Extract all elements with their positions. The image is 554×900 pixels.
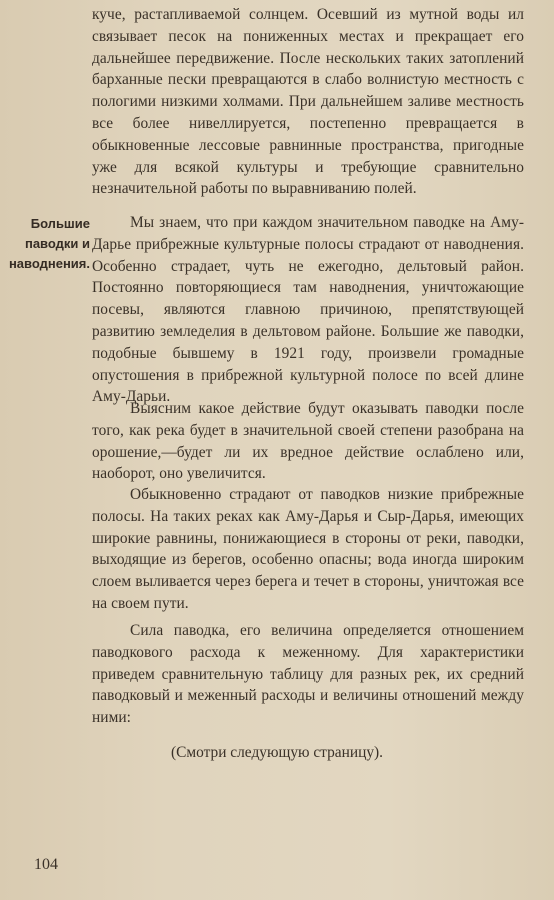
paragraph-5: [92, 620, 524, 729]
paragraph-text: Обыкновенно страдают от паводков низкие прибрежные полосы. На таких реках как Аму-Дарья и Сыр-Дарья, имеющих широкие равнины, понижающиеся в стороны от реки, паводки, выходящие из берегов, особенно опасны; вода иногда широким слоем выливается через берега и течет в стороны, уничтожая все на своем пути.: [92, 486, 524, 612]
see-next-page-note: (Смотри следующую страницу).: [170, 744, 384, 761]
paragraph-3: [92, 398, 524, 485]
paragraph-text: Сила паводка, его величина определяется отношением паводкового расхода к меженному. Для характеристики приведем сравнительную таблицу для разных рек, их средний паводковый и меженный расходы и величины отношений между ними:: [92, 622, 524, 727]
paragraph-text: Мы знаем, что при каждом значительном паводке на Аму-Дарье прибрежные культурные полосы страдают от наводнения. Особенно страдает, чуть не ежегодно, дельтовый район. Постоянно повторяющиеся там наводнения, уничтожающие посевы, являются главною причиною, препятствующей развитию земледелия в дельтовом районе. Большие же паводки, подобные бывшему в 1921 году, произвели громадные опустошения в прибрежной культурной полосе по всей длине Аму-Дарьи.: [92, 214, 524, 406]
paragraph-text: куче, растапливаемой солнцем. Осевший из мутной воды ил связывает песок на пониженных местах и прекращает его дальнейшее передвижение. После нескольких таких затоплений барханные пески превращаются в слабо волнистую местность с пологими низкими холмами. При дальнейшем заливе местность все более нивеллируется, постепенно превращается в обыкновенные лессовые равнинные пространства, пригодные уже для всякой культуры и требующие сравнительно незначительной работы по выравниванию полей.: [92, 6, 524, 198]
margin-note-line: Большие: [30, 216, 90, 231]
paragraph-4: [92, 484, 524, 615]
paragraph-1: [92, 4, 524, 200]
page-number: 104: [34, 856, 58, 873]
margin-note-line: паводки и: [24, 236, 90, 251]
paragraph-text: Выясним какое действие будут оказывать паводки после того, как река будет в значительной своей степени разобрана на орошение,—будет ли их вредное действие ослаблено или, наоборот, оно увеличится.: [92, 400, 524, 483]
paragraph-2: [92, 212, 524, 408]
margin-note-line: наводнения.: [8, 256, 90, 271]
margin-note: [6, 214, 90, 274]
